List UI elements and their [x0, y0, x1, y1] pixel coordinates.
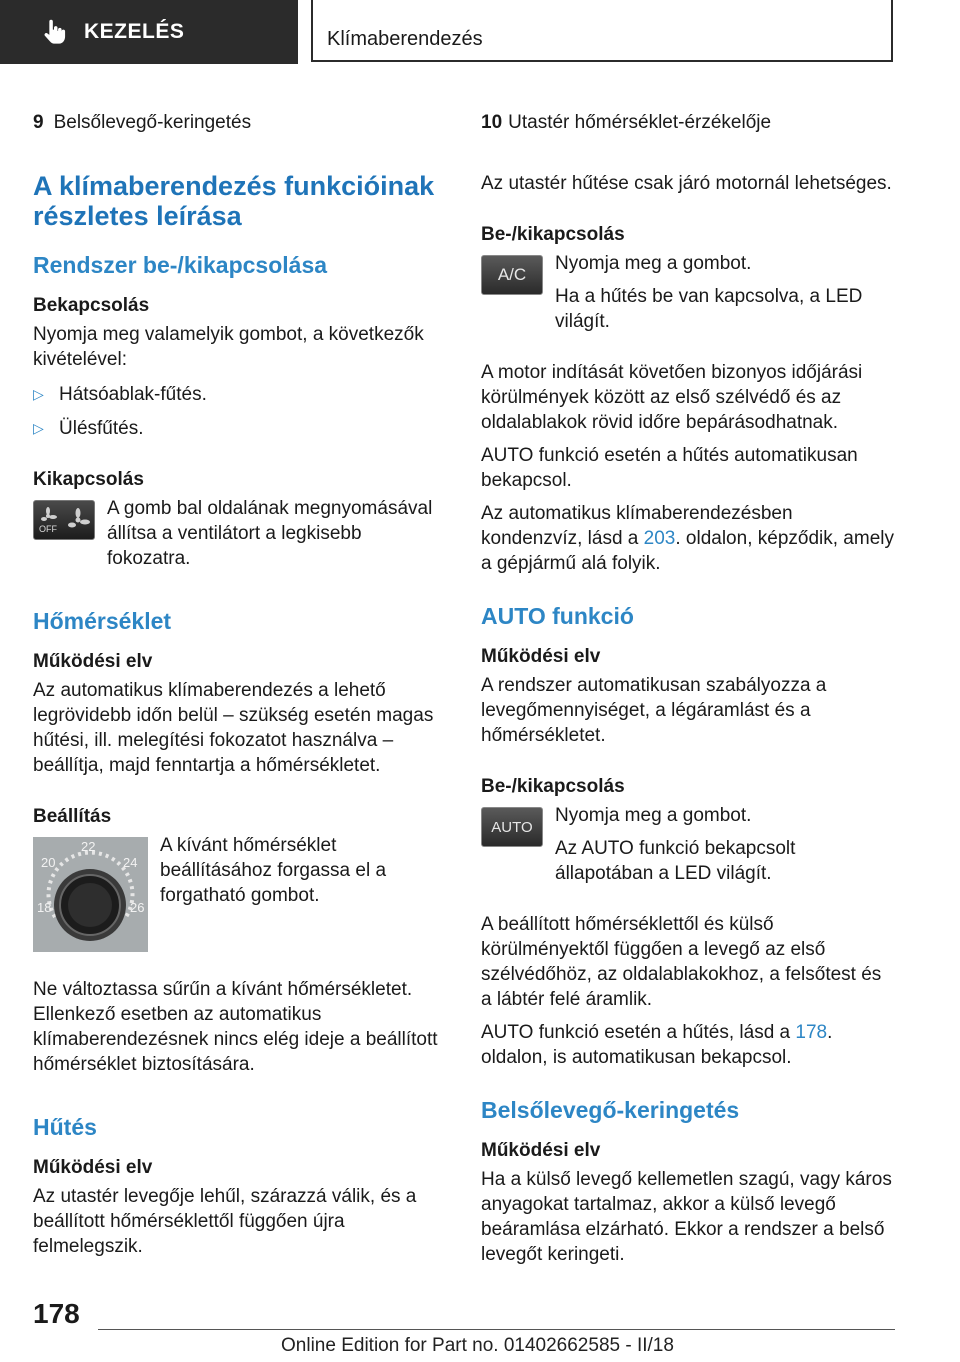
auto-principle-text: A rendszer automatikusan szabályozza a levegőmennyiséget, a légáramlást és a hőmérsékletet.: [481, 675, 827, 746]
recirc-principle-section: [481, 1138, 896, 1267]
list-item: ▷ Ülésfűtés.: [33, 418, 144, 439]
legend-number: 10: [481, 112, 503, 133]
edition-text: Online Edition for Part no. 01402662585 - II/18: [281, 1335, 674, 1356]
triangle-bullet-icon: ▷: [33, 420, 44, 436]
legend-item-9: [33, 110, 448, 135]
ac-auto-text: AUTO funkció esetén a hűtés automatikusan bekapcsol.: [481, 445, 858, 491]
auto-principle-section: [481, 644, 896, 748]
knob-icon: [33, 837, 148, 952]
triangle-bullet-icon: ▷: [33, 386, 44, 402]
chapter-tab-label: KEZELÉS: [84, 20, 185, 43]
auto-cool-text: AUTO funkció esetén a hűtés, lásd a 178. oldalon, is automatikusan bekapcsol.: [481, 1022, 833, 1068]
setting-text: A kívánt hőmérséklet beállításához forgassa el a forgatható gombot.: [160, 835, 387, 906]
cooling-principle-section: [33, 1155, 448, 1259]
ac-fog-text: A motor indítását követően bizonyos időjárási körülmények között az első szélvédő és az oldalablakok rövid időre bepárásodhatnak.: [481, 362, 863, 433]
auto-led-text: Az AUTO funkció bekapcsolt állapotában a LED világít.: [555, 838, 796, 884]
legend-number: 9: [33, 112, 44, 133]
fan-button-image: [33, 500, 95, 540]
ac-onoff-section: [481, 222, 896, 334]
off-text: A gomb bal oldalának megnyomásával állítsa a ventilátort a legkisebb fokozatra.: [107, 498, 433, 569]
section-title-box: [311, 0, 893, 62]
off-title: Kikapcsolás: [33, 469, 144, 490]
auto-onoff-section: [481, 774, 896, 886]
cooling-title: Hűtés: [33, 1114, 97, 1140]
cooling-principle-title: Működési elv: [33, 1157, 153, 1178]
auto-principle-title: Működési elv: [481, 646, 601, 667]
page-link-203[interactable]: 203: [643, 528, 676, 549]
temp-principle-title: Működési elv: [33, 651, 153, 672]
knob-tick-label: 24: [123, 855, 138, 870]
knob-tick-label: 22: [81, 839, 96, 854]
legend-text: Utastér hőmérséklet-érzékelője: [508, 112, 772, 133]
temp-principle-text: Az automatikus klímaberendezés a lehető legrövidebb időn belül – szükség esetén magas hűtési, ill. melegítési fokozatot használva – beállítja, majd fenntartja a hőmérsékletet.: [33, 680, 434, 776]
hand-pointer-icon: [40, 18, 68, 46]
auto-press-text: Nyomja meg a gombot.: [555, 805, 752, 826]
setting-note: Ne változtassa sűrűn a kívánt hőmérsékletet. Ellenkező esetben az automatikus klímaberendezésnek nincs elég ideje a beállított hőmérséklet biztosítására.: [33, 979, 438, 1075]
right-column: [481, 110, 896, 1267]
ac-led-text: Ha a hűtés be van kapcsolva, a LED világít.: [555, 286, 863, 332]
legend-item-10: [481, 110, 896, 135]
setting-title: Beállítás: [33, 806, 112, 827]
auto-distribution-text: A beállított hőmérséklettől és külső körülményektől függően a levegő az első szélvédőhöz, az oldalablakokhoz, a felsőtest és a lábtér felé áramlik.: [481, 914, 882, 1010]
recirculation-title: Belsőlevegő-keringetés: [481, 1097, 740, 1123]
recirc-principle-text: Ha a külső levegő kellemetlen szagú, vagy káros anyagokat tartalmaz, akkor a külső levegő beáramlása elzárható. Ekkor a rendszer a belső levegőt keringeti.: [481, 1169, 892, 1265]
chapter-tab: [0, 0, 298, 64]
condensate-text: Az automatikus klímaberendezésben kondenzvíz, lásd a 203. oldalon, képződik, amely a gépjármű alá folyik.: [481, 503, 894, 574]
on-title: Bekapcsolás: [33, 295, 150, 316]
knob-tick-label: 26: [130, 900, 145, 915]
recirc-principle-title: Működési elv: [481, 1140, 601, 1161]
auto-onoff-title: Be-/kikapcsolás: [481, 776, 625, 797]
temp-principle-section: [33, 649, 448, 778]
knob-tick-label: 20: [41, 855, 56, 870]
cooling-principle-text: Az utastér levegője lehűl, szárazzá válik, és a beállított hőmérséklettől függően újra felmelegszik.: [33, 1186, 417, 1257]
auto-title: AUTO funkció: [481, 603, 634, 629]
setting-section: [33, 804, 448, 951]
on-section: [33, 293, 448, 441]
list-item: ▷ Hátsóablak-fűtés.: [33, 384, 207, 405]
cooling-note: Az utastér hűtése csak járó motornál lehetséges.: [481, 173, 892, 194]
temperature-knob-image: [33, 837, 148, 952]
left-column: [33, 110, 448, 1259]
off-button-label: OFF: [39, 524, 57, 534]
ac-press-text: Nyomja meg a gombot.: [555, 253, 752, 274]
on-text: Nyomja meg valamelyik gombot, a következők kivételével:: [33, 324, 424, 370]
knob-tick-label: 18: [37, 900, 52, 915]
exception-list: [33, 382, 448, 441]
off-section: [33, 467, 448, 571]
auto-button-image: AUTO: [481, 807, 543, 847]
ac-onoff-title: Be-/kikapcsolás: [481, 224, 625, 245]
page-link-178[interactable]: 178: [795, 1022, 828, 1043]
system-title: Rendszer be-/kikapcsolása: [33, 252, 328, 278]
footer-divider: [98, 1329, 895, 1330]
page-number: 178: [33, 1298, 80, 1329]
main-title: A klímaberendezés funkcióinak részletes leírása: [33, 171, 435, 231]
section-title: Klímaberendezés: [327, 28, 483, 50]
legend-text: Belsőlevegő-keringetés: [53, 112, 252, 133]
ac-button-image: A/C: [481, 255, 543, 295]
temperature-title: Hőmérséklet: [33, 608, 172, 634]
